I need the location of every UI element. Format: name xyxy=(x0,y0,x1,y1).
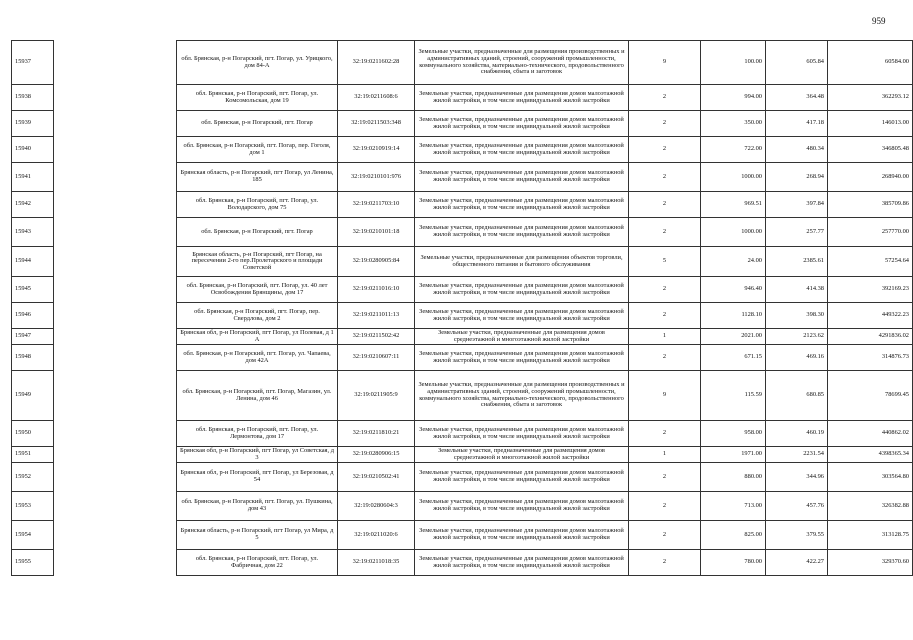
empty-cell xyxy=(54,41,177,85)
cadastral-number-cell: 32:19:0211016:10 xyxy=(338,277,415,303)
table-row xyxy=(12,111,913,137)
cadastral-number-cell: 32:19:0211018:35 xyxy=(338,550,415,576)
cadastral-number-cell: 32:19:0210101:976 xyxy=(338,163,415,192)
address-cell: обл. Брянская, р-н Погарский, пгт. Погар xyxy=(177,111,338,137)
specific-value-cell: 417.18 xyxy=(766,111,828,137)
empty-cell xyxy=(54,192,177,218)
cadastral-number-cell: 32:19:0210607:11 xyxy=(338,345,415,371)
specific-value-cell: 397.84 xyxy=(766,192,828,218)
specific-value-cell: 398.30 xyxy=(766,303,828,329)
table-row xyxy=(12,137,913,163)
specific-value-cell: 680.85 xyxy=(766,371,828,421)
area-cell: 350.00 xyxy=(701,111,766,137)
category-cell: 2 xyxy=(629,163,701,192)
specific-value-cell: 379.55 xyxy=(766,521,828,550)
category-cell: 2 xyxy=(629,463,701,492)
land-use-cell: Земельные участки, предназначенные для размещения домов малоэтажной жилой застройки, в том числе индивидуальной жилой застройки xyxy=(415,421,629,447)
empty-cell xyxy=(54,421,177,447)
cadastral-number-cell: 32:19:0211502:42 xyxy=(338,329,415,345)
row-number-cell: 15950 xyxy=(12,421,54,447)
land-use-cell: Земельные участки, предназначенные для размещения производственных и административных зданий, строений, сооружений промышленности, коммунального хозяйства, материально-технического, продовольственного снабжения, сбыта и заготовок xyxy=(415,41,629,85)
row-number-cell: 15949 xyxy=(12,371,54,421)
specific-value-cell: 364.48 xyxy=(766,85,828,111)
row-number-cell: 15942 xyxy=(12,192,54,218)
category-cell: 2 xyxy=(629,137,701,163)
cadastral-value-cell: 385709.86 xyxy=(828,192,913,218)
empty-cell xyxy=(54,345,177,371)
empty-cell xyxy=(54,463,177,492)
land-use-cell: Земельные участки, предназначенные для размещения домов малоэтажной жилой застройки, в том числе индивидуальной жилой застройки xyxy=(415,521,629,550)
address-cell: Брянская обл, р-н Погарский, пгт Погар, ул Полевая, д 1 А xyxy=(177,329,338,345)
cadastral-value-cell: 60584.00 xyxy=(828,41,913,85)
category-cell: 2 xyxy=(629,345,701,371)
area-cell: 1000.00 xyxy=(701,218,766,247)
row-number-cell: 15937 xyxy=(12,41,54,85)
table-row xyxy=(12,447,913,463)
row-number-cell: 15938 xyxy=(12,85,54,111)
area-cell: 1000.00 xyxy=(701,163,766,192)
empty-cell xyxy=(54,550,177,576)
cadastral-value-cell: 329370.60 xyxy=(828,550,913,576)
land-use-cell: Земельные участки, предназначенные для размещения домов малоэтажной жилой застройки, в том числе индивидуальной жилой застройки xyxy=(415,277,629,303)
cadastral-number-cell: 32:19:0211608:6 xyxy=(338,85,415,111)
land-use-cell: Земельные участки, предназначенные для размещения домов среднеэтажной и многоэтажной жилой застройки xyxy=(415,447,629,463)
empty-cell xyxy=(54,247,177,277)
area-cell: 24.00 xyxy=(701,247,766,277)
cadastral-number-cell: 32:19:0211602:28 xyxy=(338,41,415,85)
cadastral-number-cell: 32:19:0280905:84 xyxy=(338,247,415,277)
table-row xyxy=(12,277,913,303)
cadastral-value-cell: 392169.23 xyxy=(828,277,913,303)
specific-value-cell: 344.96 xyxy=(766,463,828,492)
category-cell: 2 xyxy=(629,550,701,576)
address-cell: Брянская обл, р-н Погарский, пгт Погар, ул Березовая, д 54 xyxy=(177,463,338,492)
empty-cell xyxy=(54,371,177,421)
specific-value-cell: 2231.54 xyxy=(766,447,828,463)
land-use-cell: Земельные участки, предназначенные для размещения домов малоэтажной жилой застройки, в том числе индивидуальной жилой застройки xyxy=(415,218,629,247)
address-cell: обл. Брянская, р-н Погарский, пгт. Погар, пер. Свердлова, дом 2 xyxy=(177,303,338,329)
address-cell: обл. Брянская, р-н Погарский, пгт. Погар xyxy=(177,218,338,247)
empty-cell xyxy=(54,447,177,463)
land-use-cell: Земельные участки, предназначенные для размещения домов малоэтажной жилой застройки, в том числе индивидуальной жилой застройки xyxy=(415,137,629,163)
cadastral-number-cell: 32:19:0210919:14 xyxy=(338,137,415,163)
category-cell: 2 xyxy=(629,303,701,329)
cadastral-number-cell: 32:19:0211703:10 xyxy=(338,192,415,218)
table-row xyxy=(12,492,913,521)
land-use-cell: Земельные участки, предназначенные для размещения домов малоэтажной жилой застройки, в том числе индивидуальной жилой застройки xyxy=(415,111,629,137)
category-cell: 2 xyxy=(629,421,701,447)
cadastral-value-cell: 268940.00 xyxy=(828,163,913,192)
table-row xyxy=(12,163,913,192)
specific-value-cell: 2123.62 xyxy=(766,329,828,345)
area-cell: 825.00 xyxy=(701,521,766,550)
cadastral-number-cell: 32:19:0211810:21 xyxy=(338,421,415,447)
category-cell: 1 xyxy=(629,447,701,463)
cadastral-value-cell: 313128.75 xyxy=(828,521,913,550)
cadastral-value-cell: 346805.48 xyxy=(828,137,913,163)
cadastral-value-cell: 257770.00 xyxy=(828,218,913,247)
category-cell: 2 xyxy=(629,111,701,137)
cadastral-value-table xyxy=(11,40,913,576)
cadastral-number-cell: 32:19:0211020:6 xyxy=(338,521,415,550)
cadastral-value-cell: 57254.64 xyxy=(828,247,913,277)
land-use-cell: Земельные участки, предназначенные для размещения домов малоэтажной жилой застройки, в том числе индивидуальной жилой застройки xyxy=(415,85,629,111)
land-use-cell: Земельные участки, предназначенные для размещения домов малоэтажной жилой застройки, в том числе индивидуальной жилой застройки xyxy=(415,492,629,521)
address-cell: Брянская обл, р-н Погарский, пгт Погар, ул Советская, д 3 xyxy=(177,447,338,463)
specific-value-cell: 480.34 xyxy=(766,137,828,163)
table-row xyxy=(12,421,913,447)
page-number: 959 xyxy=(872,16,886,26)
category-cell: 2 xyxy=(629,521,701,550)
cadastral-value-cell: 362293.12 xyxy=(828,85,913,111)
empty-cell xyxy=(54,277,177,303)
specific-value-cell: 2385.61 xyxy=(766,247,828,277)
empty-cell xyxy=(54,492,177,521)
row-number-cell: 15953 xyxy=(12,492,54,521)
cadastral-value-cell: 440862.02 xyxy=(828,421,913,447)
address-cell: обл. Брянская, р-н Погарский, пгт. Погар, пер. Гоголя, дом 1 xyxy=(177,137,338,163)
address-cell: Брянская область, р-н Погарский, пгт Погар, на пересечении 2-го пер.Пролетарского и площади Советской xyxy=(177,247,338,277)
table-row xyxy=(12,329,913,345)
cadastral-number-cell: 32:19:0210502:41 xyxy=(338,463,415,492)
specific-value-cell: 457.76 xyxy=(766,492,828,521)
cadastral-value-cell: 326382.88 xyxy=(828,492,913,521)
row-number-cell: 15945 xyxy=(12,277,54,303)
area-cell: 780.00 xyxy=(701,550,766,576)
address-cell: обл. Брянская, р-н Погарский, пгт. Погар, ул. Лермонтова, дом 17 xyxy=(177,421,338,447)
area-cell: 100.00 xyxy=(701,41,766,85)
address-cell: обл. Брянская, р-н Погарский, пгт. Погар, ул. Урицкого, дом 84-А xyxy=(177,41,338,85)
specific-value-cell: 605.84 xyxy=(766,41,828,85)
empty-cell xyxy=(54,329,177,345)
row-number-cell: 15955 xyxy=(12,550,54,576)
cadastral-value-cell: 146013.00 xyxy=(828,111,913,137)
row-number-cell: 15947 xyxy=(12,329,54,345)
table-row xyxy=(12,371,913,421)
area-cell: 722.00 xyxy=(701,137,766,163)
area-cell: 1971.00 xyxy=(701,447,766,463)
cadastral-value-cell: 4291836.02 xyxy=(828,329,913,345)
table-row xyxy=(12,218,913,247)
table-row xyxy=(12,463,913,492)
area-cell: 1128.10 xyxy=(701,303,766,329)
empty-cell xyxy=(54,303,177,329)
cadastral-number-cell: 32:19:0211905:9 xyxy=(338,371,415,421)
row-number-cell: 15954 xyxy=(12,521,54,550)
specific-value-cell: 422.27 xyxy=(766,550,828,576)
table-row xyxy=(12,85,913,111)
cadastral-value-cell: 449322.23 xyxy=(828,303,913,329)
category-cell: 2 xyxy=(629,192,701,218)
area-cell: 946.40 xyxy=(701,277,766,303)
land-use-cell: Земельные участки, предназначенные для размещения домов малоэтажной жилой застройки, в том числе индивидуальной жилой застройки xyxy=(415,463,629,492)
cadastral-value-cell: 303564.80 xyxy=(828,463,913,492)
table-row xyxy=(12,303,913,329)
specific-value-cell: 469.16 xyxy=(766,345,828,371)
area-cell: 994.00 xyxy=(701,85,766,111)
row-number-cell: 15943 xyxy=(12,218,54,247)
row-number-cell: 15946 xyxy=(12,303,54,329)
empty-cell xyxy=(54,218,177,247)
row-number-cell: 15939 xyxy=(12,111,54,137)
specific-value-cell: 460.19 xyxy=(766,421,828,447)
area-cell: 671.15 xyxy=(701,345,766,371)
empty-cell xyxy=(54,137,177,163)
category-cell: 2 xyxy=(629,492,701,521)
cadastral-number-cell: 32:19:0211011:13 xyxy=(338,303,415,329)
address-cell: обл. Брянская, р-н Погарский, пгт. Погар, ул. Пушкина, дом 43 xyxy=(177,492,338,521)
specific-value-cell: 414.38 xyxy=(766,277,828,303)
land-use-cell: Земельные участки, предназначенные для размещения домов малоэтажной жилой застройки, в том числе индивидуальной жилой застройки xyxy=(415,163,629,192)
address-cell: обл. Брянская, р-н Погарский, пгт. Погар, ул. Чапаева, дом 42А xyxy=(177,345,338,371)
area-cell: 2021.00 xyxy=(701,329,766,345)
empty-cell xyxy=(54,163,177,192)
cadastral-value-cell: 314876.73 xyxy=(828,345,913,371)
table-row xyxy=(12,550,913,576)
empty-cell xyxy=(54,85,177,111)
land-use-cell: Земельные участки, предназначенные для размещения производственных и административных зданий, строений, сооружений промышленности, коммунального хозяйства, материально-технического, продовольственного снабжения, сбыта и заготовок xyxy=(415,371,629,421)
address-cell: обл. Брянская, р-н Погарский, пгт. Погар, ул. 40 лет Освобождения Брянщины, дом 17 xyxy=(177,277,338,303)
area-cell: 880.00 xyxy=(701,463,766,492)
category-cell: 2 xyxy=(629,218,701,247)
table-body xyxy=(12,41,913,576)
specific-value-cell: 268.94 xyxy=(766,163,828,192)
address-cell: обл. Брянская, р-н Погарский, пгт. Погар, ул. Володарского, дом 75 xyxy=(177,192,338,218)
area-cell: 713.00 xyxy=(701,492,766,521)
cadastral-number-cell: 32:19:0211503:348 xyxy=(338,111,415,137)
category-cell: 9 xyxy=(629,41,701,85)
category-cell: 2 xyxy=(629,85,701,111)
area-cell: 969.51 xyxy=(701,192,766,218)
row-number-cell: 15948 xyxy=(12,345,54,371)
category-cell: 1 xyxy=(629,329,701,345)
row-number-cell: 15951 xyxy=(12,447,54,463)
address-cell: обл. Брянская, р-н Погарский, пгт. Погар, ул. Фабричная, дом 22 xyxy=(177,550,338,576)
row-number-cell: 15952 xyxy=(12,463,54,492)
cadastral-value-cell: 4398365.34 xyxy=(828,447,913,463)
land-use-cell: Земельные участки, предназначенные для размещения домов малоэтажной жилой застройки, в том числе индивидуальной жилой застройки xyxy=(415,303,629,329)
area-cell: 958.00 xyxy=(701,421,766,447)
cadastral-number-cell: 32:19:0280604:3 xyxy=(338,492,415,521)
specific-value-cell: 257.77 xyxy=(766,218,828,247)
land-use-cell: Земельные участки, предназначенные для размещения домов малоэтажной жилой застройки, в том числе индивидуальной жилой застройки xyxy=(415,550,629,576)
land-use-cell: Земельные участки, предназначенные для размещения объектов торговли, общественного питания и бытового обслуживания xyxy=(415,247,629,277)
table-row xyxy=(12,345,913,371)
category-cell: 9 xyxy=(629,371,701,421)
empty-cell xyxy=(54,521,177,550)
category-cell: 5 xyxy=(629,247,701,277)
category-cell: 2 xyxy=(629,277,701,303)
cadastral-value-cell: 78699.45 xyxy=(828,371,913,421)
table-row xyxy=(12,521,913,550)
row-number-cell: 15944 xyxy=(12,247,54,277)
table-row xyxy=(12,41,913,85)
address-cell: обл. Брянская, р-н Погарский, пгт. Погар, ул. Комсомольская, дом 19 xyxy=(177,85,338,111)
table-row xyxy=(12,192,913,218)
cadastral-number-cell: 32:19:0280906:15 xyxy=(338,447,415,463)
area-cell: 115.59 xyxy=(701,371,766,421)
land-use-cell: Земельные участки, предназначенные для размещения домов малоэтажной жилой застройки, в том числе индивидуальной жилой застройки xyxy=(415,345,629,371)
row-number-cell: 15941 xyxy=(12,163,54,192)
empty-cell xyxy=(54,111,177,137)
land-use-cell: Земельные участки, предназначенные для размещения домов малоэтажной жилой застройки, в том числе индивидуальной жилой застройки xyxy=(415,192,629,218)
address-cell: Брянская область, р-н Погарский, пгт Погар, ул Ленина, 185 xyxy=(177,163,338,192)
address-cell: Брянская область, р-н Погарский, пгт Погар, ул Мира, д 5 xyxy=(177,521,338,550)
cadastral-number-cell: 32:19:0210101:18 xyxy=(338,218,415,247)
row-number-cell: 15940 xyxy=(12,137,54,163)
table-row xyxy=(12,247,913,277)
land-use-cell: Земельные участки, предназначенные для размещения домов среднеэтажной и многоэтажной жилой застройки xyxy=(415,329,629,345)
address-cell: обл. Брянская, р-н Погарский, пгт. Погар, Магазин, ул. Ленина, дом 46 xyxy=(177,371,338,421)
